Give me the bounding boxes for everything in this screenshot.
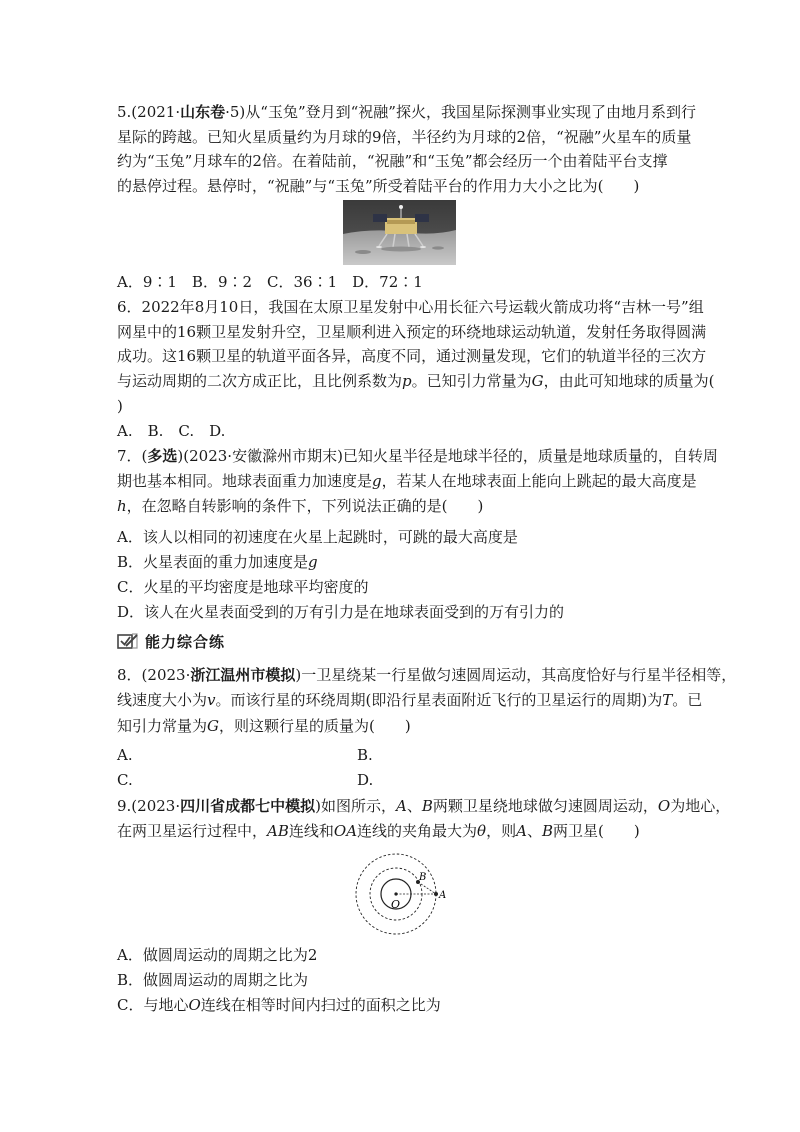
q8-text: )一卫星绕某一行星做匀速圆周运动，其高度恰好与行星半径相等， bbox=[295, 666, 737, 684]
q8-line-3 bbox=[117, 717, 411, 735]
q8-option-d: D. bbox=[357, 771, 374, 789]
var-theta: θ bbox=[477, 822, 487, 840]
q6-line-1: 6．2022年8月10日，我国在太原卫星发射中心用长征六号运载火箭成功将“吉林一号”组 bbox=[117, 298, 704, 316]
q9-option-b: B．做圆周运动的周期之比为 bbox=[117, 971, 309, 989]
q5-line-2: 星际的跨越。已知火星质量约为月球的9倍，半径约为月球的2倍，“祝融”火星车的质量 bbox=[117, 128, 692, 146]
q6-line-4 bbox=[117, 372, 714, 390]
q9-source-prefix: 9.(2023· bbox=[117, 797, 181, 815]
q7-multi-select-tag: 多选 bbox=[147, 447, 178, 465]
q9-option-c-text-a: C．与地心 bbox=[117, 996, 189, 1014]
var-G: G bbox=[531, 372, 544, 390]
q7-option-a: A．该人以相同的初速度在火星上起跳时，可跳的最大高度是 bbox=[117, 528, 518, 546]
q9-text-f: 连线的夹角最大为 bbox=[357, 822, 478, 840]
q7-option-b-text: B．火星表面的重力加速度是 bbox=[117, 553, 309, 571]
var-A: A bbox=[516, 822, 527, 840]
q5-text: ·5)从“玉兔”登月到“祝融”探火，我国星际探测事业实现了由地月系到行 bbox=[225, 103, 696, 121]
q8-source-prefix: 8．(2023· bbox=[117, 666, 191, 684]
label-A: A bbox=[439, 890, 447, 901]
q6-line-5: ) bbox=[117, 397, 123, 415]
q7-text: )(2023·安徽滁州市期末)已知火星半径是地球半径的，质量是地球质量的，自转周 bbox=[177, 447, 718, 465]
q7-text-c: ，在忽略自转影响的条件下，下列说法正确的是( ) bbox=[126, 497, 484, 515]
var-g: g bbox=[308, 553, 318, 571]
q7-line-1 bbox=[117, 447, 718, 465]
q7-option-d: D．该人在火星表面受到的万有引力是在地球表面受到的万有引力的 bbox=[117, 603, 565, 621]
q8-text-c: 。已 bbox=[672, 691, 703, 709]
section-title: 能力综合练 bbox=[145, 632, 226, 651]
lunar-lander-photo bbox=[343, 200, 456, 265]
q6-text-b: 。已知引力常量为 bbox=[411, 372, 532, 390]
q9-comma: 、 bbox=[526, 822, 542, 840]
q9-text-c: 为地心， bbox=[670, 797, 731, 815]
q8-text-b: 。而该行星的环绕周期(即沿行星表面附近飞行的卫星运行的周期)为 bbox=[215, 691, 663, 709]
q8-text-d: 知引力常量为 bbox=[117, 717, 208, 735]
q9-comma: 、 bbox=[406, 797, 422, 815]
var-A: A bbox=[395, 797, 407, 815]
var-G: G bbox=[207, 717, 219, 735]
q8-text-a: 线速度大小为 bbox=[117, 691, 208, 709]
q6-text-c: ，由此可知地球的质量为( bbox=[543, 372, 715, 390]
q7-text-a: 期也基本相同。地球表面重力加速度是 bbox=[117, 472, 373, 490]
label-B: B bbox=[419, 872, 427, 883]
q9-text-d: 在两卫星运行过程中， bbox=[117, 822, 268, 840]
checkbox-pencil-icon bbox=[117, 632, 139, 650]
q9-option-c-text-b: 连线在相等时间内扫过的面积之比为 bbox=[200, 996, 441, 1014]
q8-text-e: ，则这颗行星的质量为( ) bbox=[219, 717, 411, 735]
label-O: O bbox=[391, 898, 401, 911]
q9-text-g: ，则 bbox=[486, 822, 517, 840]
var-T: T bbox=[662, 691, 673, 709]
q8-line-1 bbox=[117, 666, 736, 684]
q8-option-c: C. bbox=[117, 771, 133, 789]
var-O: O bbox=[657, 797, 671, 815]
q9-source: 四川省成都七中模拟 bbox=[180, 797, 316, 815]
q5-source: 山东卷 bbox=[180, 103, 226, 121]
var-v: v bbox=[207, 691, 216, 709]
q8-option-a: A. bbox=[117, 746, 133, 764]
q7-line-2 bbox=[117, 472, 697, 490]
q7-text-b: ，若某人在地球表面上能向上跳起的最大高度是 bbox=[381, 472, 697, 490]
q7-option-b bbox=[117, 553, 318, 571]
var-OA: OA bbox=[333, 822, 358, 840]
q6-line-3: 成功。这16颗卫星的轨道平面各异，高度不同，通过测量发现，它们的轨道半径的三次方 bbox=[117, 347, 707, 365]
q7-option-c: C．火星的平均密度是地球平均密度的 bbox=[117, 578, 369, 596]
var-p: p bbox=[402, 372, 412, 390]
q5-options: A．9∶1 B．9∶2 C．36∶1 D．72∶1 bbox=[117, 273, 423, 291]
q5-line-3: 约为“玉兔”月球车的2倍。在着陆前，“祝融”和“玉兔”都会经历一个由着陆平台支撑 bbox=[117, 152, 668, 170]
q9-option-a: A．做圆周运动的周期之比为2 bbox=[117, 946, 318, 964]
var-B: B bbox=[421, 797, 433, 815]
q6-line-2: 网星中的16颗卫星发射升空，卫星顺利进入预定的环绕地球运动轨道，发射任务取得圆满 bbox=[117, 323, 707, 341]
var-O: O bbox=[188, 996, 201, 1014]
q9-text-h: 两卫星( ) bbox=[552, 822, 640, 840]
q5-line-1 bbox=[117, 103, 696, 121]
q7-num: 7．( bbox=[117, 447, 148, 465]
q8-option-b: B. bbox=[357, 746, 373, 764]
q6-options: A. B. C. D. bbox=[117, 422, 226, 440]
q9-text-e: 连线和 bbox=[288, 822, 334, 840]
q9-text-a: )如图所示， bbox=[315, 797, 396, 815]
var-h: h bbox=[117, 497, 127, 515]
q9-line-2 bbox=[117, 822, 640, 840]
q7-line-3 bbox=[117, 497, 483, 515]
q9-text-b: 两颗卫星绕地球做匀速圆周运动， bbox=[432, 797, 658, 815]
q9-option-c bbox=[117, 996, 441, 1014]
var-g: g bbox=[372, 472, 382, 490]
q6-text-a: 与运动周期的二次方成正比，且比例系数为 bbox=[117, 372, 403, 390]
q5-line-4: 的悬停过程。悬停时，“祝融”与“玉兔”所受着陆平台的作用力大小之比为( ) bbox=[117, 177, 640, 195]
var-AB: AB bbox=[267, 822, 289, 840]
q8-source: 浙江温州市模拟 bbox=[190, 666, 296, 684]
q8-line-2 bbox=[117, 691, 702, 709]
orbit-diagram bbox=[350, 852, 460, 937]
q9-line-1 bbox=[117, 797, 730, 815]
var-B: B bbox=[541, 822, 553, 840]
section-header bbox=[117, 631, 225, 651]
q5-source-prefix: 5.(2021· bbox=[117, 103, 181, 121]
